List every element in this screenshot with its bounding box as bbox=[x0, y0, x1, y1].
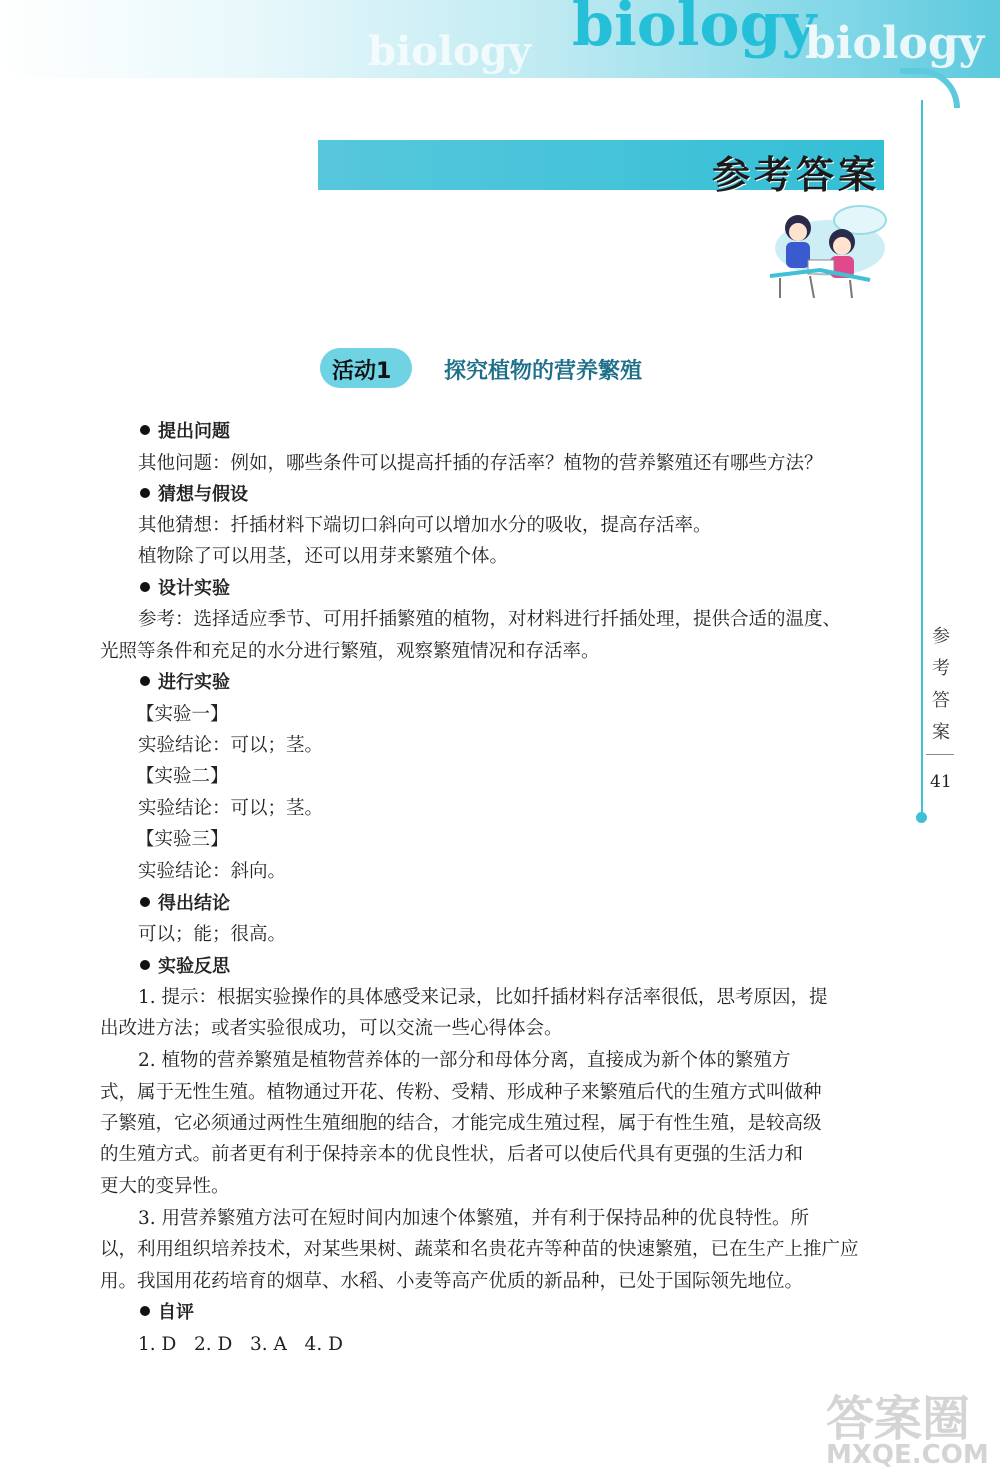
body-line: 【实验二】 bbox=[136, 766, 229, 787]
body-line: 实验结论：可以；茎。 bbox=[138, 735, 324, 756]
section-heading bbox=[140, 892, 230, 916]
body-line: 实验结论：可以；茎。 bbox=[138, 798, 324, 819]
activity-title: 探究植物的营养繁殖 bbox=[444, 359, 643, 384]
watermark-logo: 答案圈 bbox=[826, 1391, 971, 1447]
kids-reading-illustration-icon bbox=[760, 198, 890, 308]
header-word-small: biology bbox=[368, 28, 531, 75]
section-heading bbox=[140, 420, 230, 444]
body-line: 式，属于无性生殖。植物通过开花、传粉、受精、形成种子来繁殖后代的生殖方式叫做种 bbox=[100, 1082, 822, 1103]
body-line: 3. 用营养繁殖方法可在短时间内加速个体繁殖，并有利于保持品种的优良特性。所 bbox=[138, 1208, 810, 1229]
section-heading-text: 猜想与假设 bbox=[158, 484, 248, 505]
body-line: 的生殖方式。前者更有利于保持亲本的优良性状，后者可以使后代具有更强的生活力和 bbox=[100, 1144, 804, 1165]
side-tab-char: 答 bbox=[932, 690, 950, 711]
section-heading-text: 进行实验 bbox=[158, 672, 230, 693]
page-number: 41 bbox=[930, 772, 952, 792]
body-line: 以，利用组织培养技术，对某些果树、蔬菜和名贵花卉等种苗的快速繁殖，已在生产上推广应 bbox=[100, 1239, 859, 1260]
header-word-big: biology bbox=[572, 0, 817, 60]
section-heading-text: 提出问题 bbox=[158, 421, 230, 442]
section-heading-text: 得出结论 bbox=[158, 893, 230, 914]
bullet-icon bbox=[140, 1306, 150, 1316]
bullet-icon bbox=[140, 897, 150, 907]
bullet-icon bbox=[140, 425, 150, 435]
body-line: 光照等条件和充足的水分进行繁殖，观察繁殖情况和存活率。 bbox=[100, 641, 600, 662]
body-line: 用。我国用花药培育的烟草、水稻、小麦等高产优质的新品种，已处于国际领先地位。 bbox=[100, 1271, 804, 1292]
activity-label: 活动1 bbox=[332, 359, 392, 384]
body-line: 【实验三】 bbox=[136, 829, 229, 850]
section-heading-text: 自评 bbox=[158, 1302, 194, 1323]
page-title: 参考答案 bbox=[711, 153, 880, 197]
body-line: 植物除了可以用茎，还可以用芽来繁殖个体。 bbox=[138, 546, 509, 567]
body-line: 可以；能；很高。 bbox=[138, 924, 287, 945]
side-tab-char: 参 bbox=[932, 626, 950, 647]
section-heading-text: 实验反思 bbox=[158, 956, 230, 977]
section-heading bbox=[140, 483, 248, 507]
section-heading bbox=[140, 671, 230, 695]
body-line: 2. 植物的营养繁殖是植物营养体的一部分和母体分离，直接成为新个体的繁殖方 bbox=[138, 1050, 791, 1071]
section-heading bbox=[140, 1301, 194, 1325]
body-line: 实验结论：斜向。 bbox=[138, 861, 287, 882]
side-tab-char: 案 bbox=[932, 722, 950, 743]
body-line: 参考：选择适应季节、可用扦插繁殖的植物，对材料进行扦插处理，提供合适的温度、 bbox=[138, 609, 842, 630]
side-tab-char: 考 bbox=[932, 658, 950, 679]
bullet-icon bbox=[140, 676, 150, 686]
body-line: 1. 提示：根据实验操作的具体感受来记录，比如扦插材料存活率很低，思考原因，提 bbox=[138, 987, 828, 1008]
section-heading bbox=[140, 577, 230, 601]
body-line: 其他猜想：扦插材料下端切口斜向可以增加水分的吸收，提高存活率。 bbox=[138, 515, 712, 536]
margin-line bbox=[921, 100, 923, 818]
section-heading-text: 设计实验 bbox=[158, 578, 230, 599]
body-line: 【实验一】 bbox=[136, 704, 229, 725]
body-line: 更大的变异性。 bbox=[100, 1176, 230, 1197]
bullet-icon bbox=[140, 582, 150, 592]
bullet-icon bbox=[140, 488, 150, 498]
title-banner bbox=[318, 140, 884, 197]
header-word-right: biology bbox=[805, 18, 985, 69]
side-dot-icon bbox=[916, 812, 927, 823]
body-line: 其他问题：例如，哪些条件可以提高扦插的存活率？植物的营养繁殖还有哪些方法？ bbox=[138, 453, 823, 474]
watermark-url: MXQE.COM bbox=[826, 1440, 989, 1470]
answer-line: 1. D 2. D 3. A 4. D bbox=[138, 1334, 343, 1355]
section-heading bbox=[140, 955, 230, 979]
body-line: 出改进方法；或者实验很成功，可以交流一些心得体会。 bbox=[100, 1018, 563, 1039]
body-line: 子繁殖，它必须通过两性生殖细胞的结合，才能完成生殖过程，属于有性生殖，是较高级 bbox=[100, 1113, 822, 1134]
bullet-icon bbox=[140, 960, 150, 970]
side-tab-rule bbox=[926, 754, 954, 755]
